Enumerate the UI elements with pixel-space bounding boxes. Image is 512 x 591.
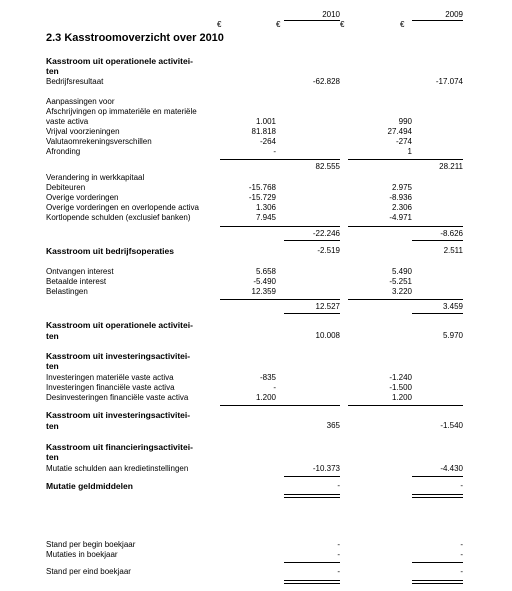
row-label-stand-begin: Stand per begin boekjaar xyxy=(46,540,136,549)
value-desinvesteringen-2010: 1.200 xyxy=(255,393,276,402)
value-debiteuren-2009: 2.975 xyxy=(391,183,412,192)
value-afschrijvingen-2009: 990 xyxy=(398,117,412,126)
value-kortlopende-schulden-2010: 7.945 xyxy=(255,213,276,222)
label-verandering-werkkapitaal: Verandering in werkkapitaal xyxy=(46,173,145,182)
double-line-top-stand-2010 xyxy=(284,580,340,581)
value-ontvangen-interest-2010: 5.658 xyxy=(255,267,276,276)
subtotal-line-aanpassingen-2010 xyxy=(220,159,340,160)
value-afronding-2010: - xyxy=(273,147,276,156)
section-heading-bedrijfsoperaties: Kasstroom uit bedrijfsoperaties xyxy=(46,246,175,256)
double-line-top-geldmiddelen-2010 xyxy=(284,494,340,495)
line-stand-eind-2010 xyxy=(284,562,340,563)
subtotal-line-investering-2010 xyxy=(220,405,340,406)
value-subtotal-interest-2009: 3.459 xyxy=(442,302,463,311)
value-bedrijfsresultaat-2009: -17.074 xyxy=(435,77,463,86)
row-label-investeringen-materiele: Investeringen materiële vaste activa xyxy=(46,373,174,382)
double-line-top-stand-2009 xyxy=(412,580,463,581)
value-investeringen-materiele-2010: -835 xyxy=(259,373,276,382)
currency-col3: € xyxy=(340,20,345,29)
line-operational-total-2010 xyxy=(284,313,340,314)
value-subtotal-werkkapitaal-2010: -22.246 xyxy=(312,229,340,238)
row-label-vaste-activa: vaste activa xyxy=(46,117,89,126)
value-investering-total-2009: -1.540 xyxy=(440,421,463,430)
double-line-bottom-stand-2009 xyxy=(412,583,463,584)
value-stand-eind-2010: - xyxy=(337,567,340,576)
section-total-investering-cont: ten xyxy=(46,421,59,431)
section-heading-operational-cont: ten xyxy=(46,66,59,76)
section-heading-investering-cont: ten xyxy=(46,361,59,371)
line-operational-total-2009 xyxy=(412,313,463,314)
row-label-bedrijfsresultaat: Bedrijfsresultaat xyxy=(46,77,104,86)
value-investering-total-2010: 365 xyxy=(326,421,340,430)
value-subtotal-interest-2010: 12.527 xyxy=(315,302,340,311)
row-label-investeringen-financiele: Investeringen financiële vaste activa xyxy=(46,383,175,392)
label-aanpassingen: Aanpassingen voor xyxy=(46,97,115,106)
double-line-bottom-stand-2010 xyxy=(284,583,340,584)
subtotal-line-werkkapitaal-2010 xyxy=(220,226,340,227)
row-label-betaalde-interest: Betaalde interest xyxy=(46,277,107,286)
value-stand-begin-2010: - xyxy=(337,540,340,549)
header-underline-2009 xyxy=(412,20,463,21)
row-label-belastingen: Belastingen xyxy=(46,287,88,296)
row-label-ontvangen-interest: Ontvangen interest xyxy=(46,267,114,276)
value-subtotal-aanpassingen-2009: 28.211 xyxy=(439,162,463,171)
row-label-valuta: Valutaomrekeningsverschillen xyxy=(46,137,152,146)
currency-col4: € xyxy=(400,20,405,29)
row-label-mutatie-schulden: Mutatie schulden aan kredietinstellingen xyxy=(46,464,189,473)
value-operational-total-2010: 10.008 xyxy=(315,331,340,340)
value-bedrijfsoperaties-2009: 2.511 xyxy=(443,246,463,255)
section-mutatie-geldmiddelen: Mutatie geldmiddelen xyxy=(46,481,133,491)
value-vrijval-2009: 27.494 xyxy=(387,127,412,136)
value-afschrijvingen-2010: 1.001 xyxy=(255,117,276,126)
section-total-operational-cont: ten xyxy=(46,331,59,341)
value-overlopende-activa-2009: 2.306 xyxy=(391,203,412,212)
value-kortlopende-schulden-2009: -4.971 xyxy=(389,213,412,222)
value-valuta-2009: -274 xyxy=(395,137,412,146)
line-mutatie-geldmiddelen-2010 xyxy=(284,476,340,477)
section-total-investering: Kasstroom uit investeringsactivitei- xyxy=(46,410,191,420)
value-mutaties-boekjaar-2009: - xyxy=(460,550,463,559)
value-subtotal-werkkapitaal-2009: -8.626 xyxy=(440,229,463,238)
section-heading-investering: Kasstroom uit investeringsactivitei- xyxy=(46,351,191,361)
double-line-top-geldmiddelen-2009 xyxy=(412,494,463,495)
line-bedrijfsoperaties-2010 xyxy=(284,240,340,241)
currency-col1: € xyxy=(217,20,222,29)
line-stand-eind-2009 xyxy=(412,562,463,563)
section-heading-financiering: Kasstroom uit financieringsactivitei- xyxy=(46,442,193,452)
section-total-operational: Kasstroom uit operationele activitei- xyxy=(46,320,193,330)
page-title: 2.3 Kasstroomoverzicht over 2010 xyxy=(46,32,224,44)
value-belastingen-2009: 3.220 xyxy=(391,287,412,296)
value-bedrijfsoperaties-2010: -2.519 xyxy=(317,246,340,255)
row-label-overlopende-activa: Overige vorderingen en overlopende activa xyxy=(46,203,199,212)
value-mutatie-schulden-2009: -4.430 xyxy=(440,464,463,473)
value-debiteuren-2010: -15.768 xyxy=(248,183,276,192)
value-betaalde-interest-2009: -5.251 xyxy=(389,277,412,286)
value-bedrijfsresultaat-2010: -62.828 xyxy=(312,77,340,86)
row-label-desinvesteringen: Desinvesteringen financiële vaste activa xyxy=(46,393,189,402)
year-2010-header: 2010 xyxy=(322,10,340,19)
value-vrijval-2010: 81.818 xyxy=(251,127,276,136)
value-investeringen-materiele-2009: -1.240 xyxy=(389,373,412,382)
value-investeringen-financiele-2010: - xyxy=(273,383,276,392)
value-valuta-2010: -264 xyxy=(259,137,276,146)
row-label-debiteuren: Debiteuren xyxy=(46,183,86,192)
currency-col2: € xyxy=(276,20,281,29)
value-mutatie-geldmiddelen-2009: - xyxy=(460,481,463,490)
value-stand-eind-2009: - xyxy=(460,567,463,576)
value-overlopende-activa-2010: 1.306 xyxy=(255,203,276,212)
section-heading-operational: Kasstroom uit operationele activitei- xyxy=(46,56,193,66)
value-overige-vorderingen-2009: -8.936 xyxy=(389,193,412,202)
row-label-mutaties-boekjaar: Mutaties in boekjaar xyxy=(46,550,118,559)
value-mutaties-boekjaar-2010: - xyxy=(337,550,340,559)
row-label-overige-vorderingen: Overige vorderingen xyxy=(46,193,119,202)
subtotal-line-investering-2009 xyxy=(348,405,463,406)
year-2009-header: 2009 xyxy=(445,10,463,19)
subtotal-line-interest-2009 xyxy=(348,299,463,300)
value-afronding-2009: 1 xyxy=(407,147,412,156)
value-desinvesteringen-2009: 1.200 xyxy=(391,393,412,402)
value-belastingen-2010: 12.359 xyxy=(251,287,276,296)
value-operational-total-2009: 5.970 xyxy=(442,331,463,340)
subtotal-line-werkkapitaal-2009 xyxy=(348,226,463,227)
value-betaalde-interest-2010: -5.490 xyxy=(253,277,276,286)
line-mutatie-geldmiddelen-2009 xyxy=(412,476,463,477)
value-investeringen-financiele-2009: -1.500 xyxy=(389,383,412,392)
label-afschrijvingen: Afschrijvingen op immateriële en materiële xyxy=(46,107,197,116)
double-line-bottom-geldmiddelen-2009 xyxy=(412,497,463,498)
line-bedrijfsoperaties-2009 xyxy=(412,240,463,241)
subtotal-line-interest-2010 xyxy=(220,299,340,300)
section-heading-financiering-cont: ten xyxy=(46,452,59,462)
value-mutatie-schulden-2010: -10.373 xyxy=(312,464,340,473)
subtotal-line-aanpassingen-2009 xyxy=(348,159,463,160)
row-label-afronding: Afronding xyxy=(46,147,81,156)
value-stand-begin-2009: - xyxy=(460,540,463,549)
value-ontvangen-interest-2009: 5.490 xyxy=(391,267,412,276)
row-label-kortlopende-schulden: Kortlopende schulden (exclusief banken) xyxy=(46,213,191,222)
row-label-vrijval: Vrijval voorzieningen xyxy=(46,127,120,136)
value-mutatie-geldmiddelen-2010: - xyxy=(337,481,340,490)
header-underline-2010 xyxy=(284,20,340,21)
double-line-bottom-geldmiddelen-2010 xyxy=(284,497,340,498)
row-label-stand-eind: Stand per eind boekjaar xyxy=(46,567,131,576)
value-overige-vorderingen-2010: -15.729 xyxy=(248,193,276,202)
value-subtotal-aanpassingen-2010: 82.555 xyxy=(315,162,340,171)
